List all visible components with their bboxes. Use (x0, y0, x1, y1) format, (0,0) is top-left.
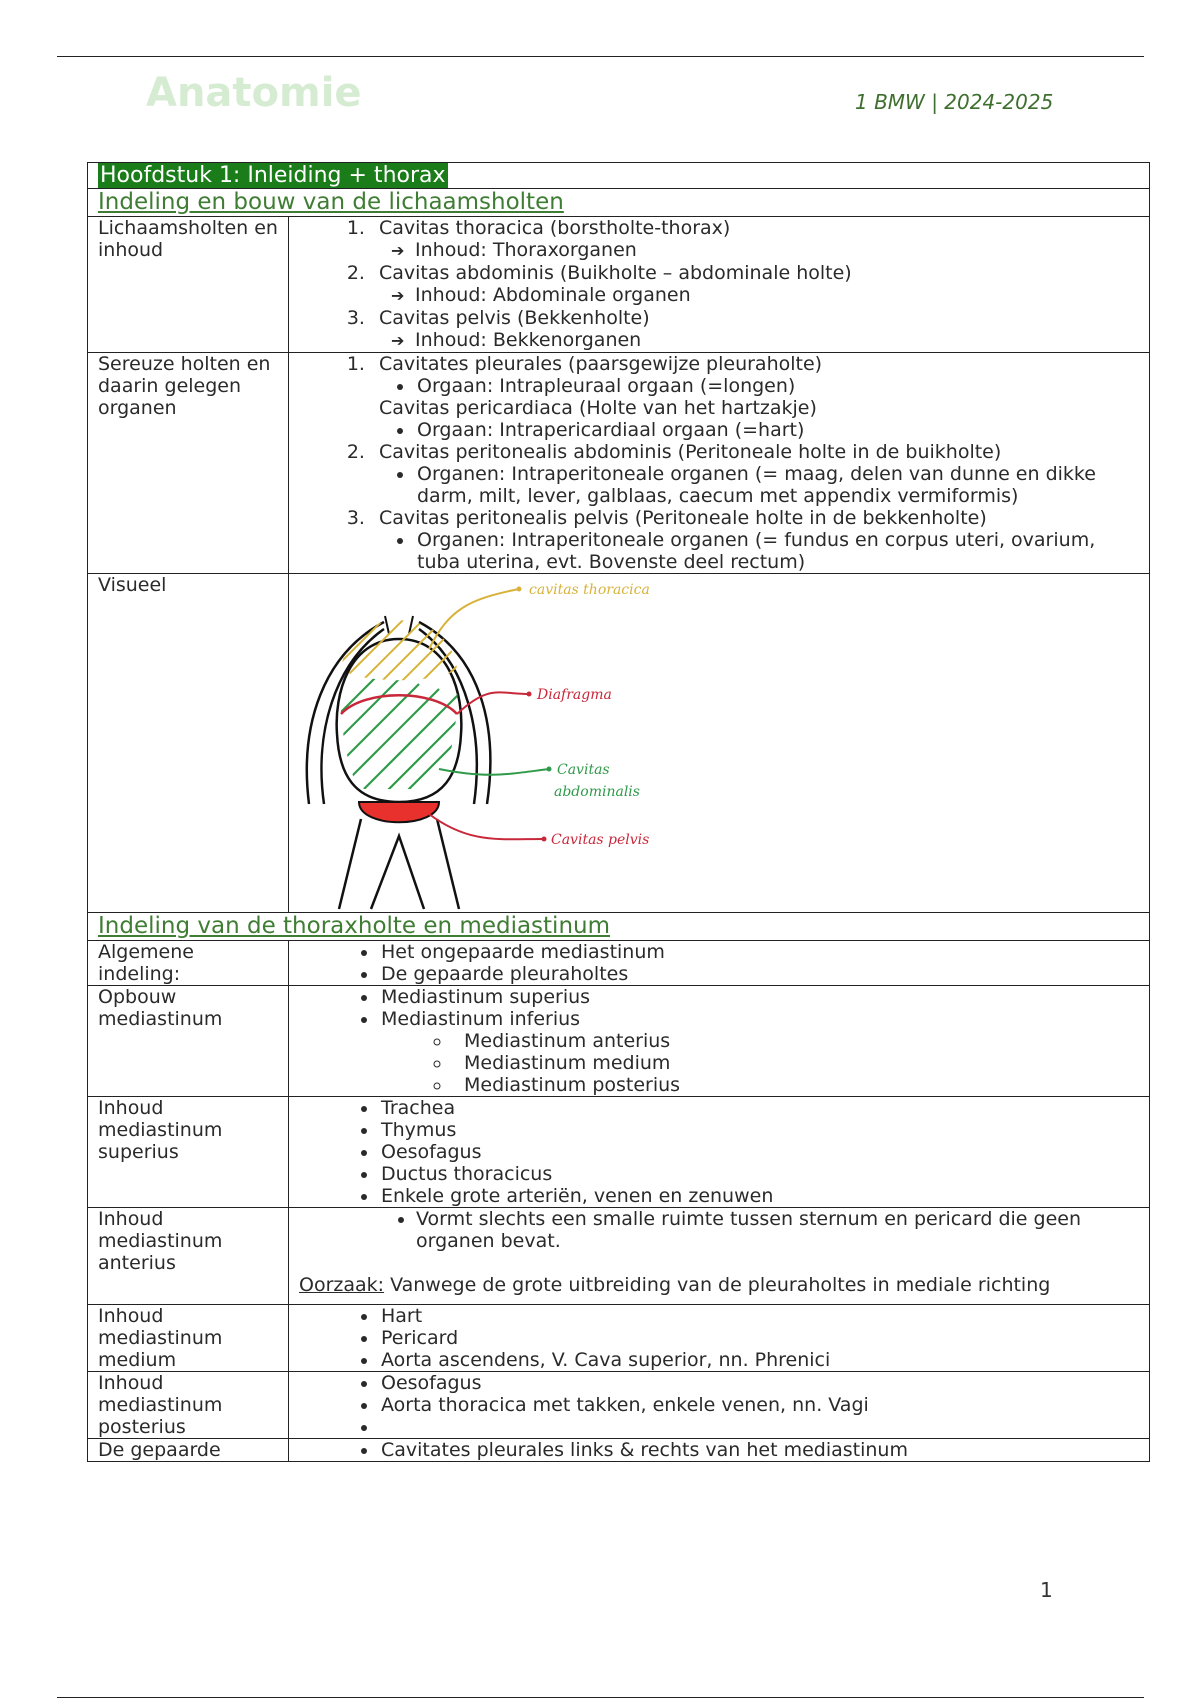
row-label: Opbouw mediastinum (88, 986, 289, 1097)
cavity-list (299, 217, 1139, 352)
row-content (289, 1439, 1150, 1462)
section-row (88, 189, 1150, 217)
arrow-item: ➔ Inhoud: Bekkenorganen (415, 329, 1139, 352)
arrow-item: ➔ Inhoud: Abdominale organen (415, 284, 1139, 307)
list-item: • Vormt slechts een smalle ruimte tussen sternum en pericard die geen organen bevat. (416, 1208, 1139, 1252)
list-item: • Mediastinum inferius (379, 1008, 1139, 1030)
table-row (88, 1372, 1150, 1439)
label-pelvis: Cavitas pelvis (551, 832, 650, 848)
chapter-row (88, 163, 1150, 189)
table-row (88, 941, 1150, 986)
label-abdominalis-1: Cavitas (557, 762, 610, 778)
table-row (88, 1097, 1150, 1208)
row-content (289, 941, 1150, 986)
label-thoracica: cavitas thoracica (529, 582, 650, 598)
table-row (88, 574, 1150, 913)
notes-table (87, 162, 1150, 1462)
list-item: • Mediastinum superius (379, 986, 1139, 1008)
list-item: 2. Cavitas peritonealis abdominis (Peritoneale holte in de buikholte) • Organen: Intraperitoneale organen (= maag, delen van dunne en dikke darm, milt, lever, galblaas, caecum met appendix vermiformis) (371, 441, 1139, 507)
sub-item: ◦ Mediastinum medium (452, 1052, 1139, 1074)
list-item: • De gepaarde pleuraholtes (379, 963, 1139, 985)
label-abdominalis-2: abdominalis (554, 784, 640, 800)
list-item: • Pericard (379, 1327, 1139, 1349)
course-year: 1 BMW | 2024-2025 (855, 90, 1054, 114)
bottom-rule (57, 1697, 1144, 1698)
table-row (88, 1439, 1150, 1462)
row-content (289, 1305, 1150, 1372)
top-rule (57, 56, 1144, 57)
list-item: • Trachea (379, 1097, 1139, 1119)
list-extra: Cavitas pericardiaca (Holte van het hartzakje) (379, 397, 817, 419)
list-item: • Oesofagus (379, 1372, 1139, 1394)
table-row (88, 353, 1150, 574)
row-label: Inhoud mediastinum anterius (88, 1208, 289, 1305)
row-label: Lichaamsholten en inhoud (88, 217, 289, 353)
chapter-heading: Hoofdstuk 1: Inleiding + thorax (88, 163, 1150, 189)
list-item: • Enkele grote arteriën, venen en zenuwen (379, 1185, 1139, 1207)
row-label: Algemene indeling: (88, 941, 289, 986)
list-item: 3. Cavitas pelvis (Bekkenholte) ➔ Inhoud: Bekkenorganen (371, 307, 1139, 352)
list-item: 1. Cavitates pleurales (paarsgewijze pleuraholte) • Orgaan: Intrapleuraal orgaan (=longen) Cavitas pericardiaca (Holte van het hartzakje) • Orgaan: Intrapericardiaal orgaan (=hart) (371, 353, 1139, 441)
section-heading-cavities: Indeling en bouw van de lichaamsholten (88, 189, 1150, 217)
row-content (289, 1208, 1150, 1305)
cause-text: Oorzaak: Vanwege de grote uitbreiding van de pleuraholtes in mediale richting (299, 1274, 1051, 1296)
list-item: • Hart (379, 1305, 1139, 1327)
list-item: 1. Cavitas thoracica (borstholte-thorax) ➔ Inhoud: Thoraxorganen (371, 217, 1139, 262)
row-label: Inhoud mediastinum superius (88, 1097, 289, 1208)
body-cavities-drawing (289, 574, 1169, 912)
label-diafragma: Diafragma (537, 687, 612, 703)
list-item: • Ductus thoracicus (379, 1163, 1139, 1185)
visual-cell (289, 574, 1150, 913)
row-label: De gepaarde (88, 1439, 289, 1462)
list-item: • Cavitates pleurales links & rechts van het mediastinum (379, 1439, 1139, 1461)
list-item: 3. Cavitas peritonealis pelvis (Peritoneale holte in de bekkenholte) • Organen: Intraperitoneale organen (= fundus en corpus uteri, ovarium, tuba uterina, evt. Bovenste deel rectum) (371, 507, 1139, 573)
bullet-item: • Orgaan: Intrapericardiaal orgaan (=hart) (415, 419, 1139, 441)
sub-item: ◦ Mediastinum anterius (452, 1030, 1139, 1052)
list-item: • Aorta thoracica met takken, enkele venen, nn. Vagi (379, 1394, 1139, 1416)
sub-item: ◦ Mediastinum posterius (452, 1074, 1139, 1096)
serous-list (299, 353, 1139, 573)
page-number: 1 (1040, 1578, 1053, 1602)
document-title: Anatomie (146, 70, 362, 116)
row-label: Visueel (88, 574, 289, 913)
bullet-item: • Orgaan: Intrapleuraal orgaan (=longen) (415, 375, 1139, 397)
list-item: • Het ongepaarde mediastinum (379, 941, 1139, 963)
table-row (88, 1208, 1150, 1305)
table-row (88, 217, 1150, 353)
row-label: Sereuze holten en daarin gelegen organen (88, 353, 289, 574)
pelvis-fill (359, 802, 439, 822)
list-item: • Oesofagus (379, 1141, 1139, 1163)
list-item: • Aorta ascendens, V. Cava superior, nn. Phrenici (379, 1349, 1139, 1371)
arrow-item: ➔ Inhoud: Thoraxorganen (415, 239, 1139, 262)
row-label: Inhoud mediastinum posterius (88, 1372, 289, 1439)
list-item: 2. Cavitas abdominis (Buikholte – abdominale holte) ➔ Inhoud: Abdominale organen (371, 262, 1139, 307)
bullet-item: • Organen: Intraperitoneale organen (= fundus en corpus uteri, ovarium, tuba uterina, evt. Bovenste deel rectum) (415, 529, 1139, 573)
row-content (289, 1097, 1150, 1208)
section-heading-thorax: Indeling van de thoraxholte en mediastinum (88, 913, 1150, 941)
row-content (289, 217, 1150, 353)
list-item (379, 1416, 1139, 1438)
bullet-item: • Organen: Intraperitoneale organen (= maag, delen van dunne en dikke darm, milt, lever, galblaas, caecum met appendix vermiformis) (415, 463, 1139, 507)
row-content (289, 353, 1150, 574)
table-row (88, 1305, 1150, 1372)
table-row (88, 986, 1150, 1097)
row-label: Inhoud mediastinum medium (88, 1305, 289, 1372)
row-content (289, 986, 1150, 1097)
section-row (88, 913, 1150, 941)
list-item: • Thymus (379, 1119, 1139, 1141)
row-content (289, 1372, 1150, 1439)
